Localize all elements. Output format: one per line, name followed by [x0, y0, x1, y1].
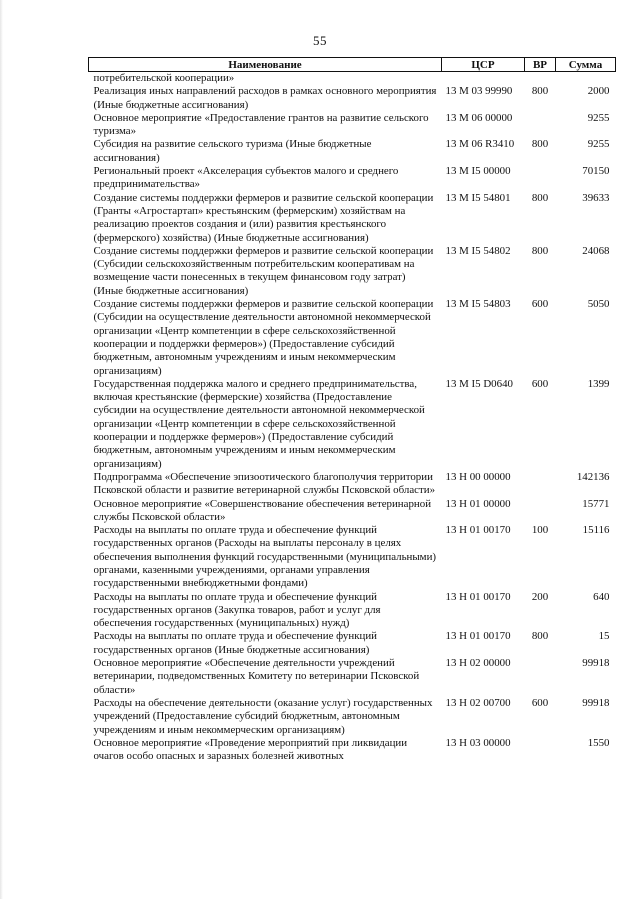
budget-table: [88, 57, 616, 763]
row-csr: 13 М 06 R3410: [445, 138, 515, 151]
row-csr: 13 М 06 00000: [445, 111, 513, 124]
row-sum: 2000: [587, 85, 610, 98]
row-vr: [525, 72, 556, 86]
page-number: 55: [313, 33, 327, 48]
table-row: [89, 471, 616, 498]
row-name: Основное мероприятие «Обеспечение деятельности учреждений ветеринарии, подведомственных Комитету по ветеринарии Псковской области»: [93, 657, 420, 696]
row-sum: 640: [593, 590, 610, 603]
row-csr: 13 Н 01 00000: [445, 497, 511, 510]
row-csr: 13 М I5 D0640: [445, 377, 513, 390]
row-name: Государственная поддержка малого и среднего предпринимательства, включая крестьянские (фермерские) хозяйства (Предоставление субсидии на осуществление деятельности автономной некоммерческой организации «Центр компетенции в сфере сельскохозяйственной кооперации и поддержке фермеров») (Предоставление субсидий бюджетным, автономным учреждениям и иным некоммерческим организациям): [93, 377, 425, 470]
row-sum: 1550: [587, 736, 610, 749]
row-vr: [525, 471, 556, 498]
row-name: Реализация иных направлений расходов в рамках основного мероприятия (Иные бюджетные ассигнования): [93, 85, 437, 111]
row-name: потребительской кооперации»: [93, 72, 235, 84]
header-csr: ЦСР: [442, 58, 525, 72]
row-sum: 1399: [587, 377, 610, 390]
row-csr: 13 Н 01 00170: [445, 590, 511, 603]
row-name: Расходы на выплаты по оплате труда и обеспечение функций государственных органов (Закупка товаров, работ и услуг для обеспечения государственных (муниципальных) нужд): [93, 590, 381, 630]
table-row: [89, 192, 616, 245]
header-sum: Сумма: [556, 58, 616, 72]
row-csr: 13 М I5 00000: [445, 165, 511, 178]
row-sum: 142136: [576, 470, 610, 483]
row-sum: 9255: [587, 111, 610, 124]
table-row: [89, 138, 616, 165]
row-vr: 800: [531, 630, 549, 643]
row-vr: 600: [531, 298, 549, 311]
row-sum: 15116: [582, 524, 610, 537]
table-row: [89, 378, 616, 471]
row-vr: 600: [531, 696, 549, 709]
row-vr: 200: [531, 590, 549, 603]
row-csr: 13 Н 03 00000: [445, 736, 511, 749]
row-sum: 99918: [582, 657, 610, 670]
row-vr: [525, 737, 556, 764]
row-csr: [442, 72, 525, 86]
row-sum: 9255: [587, 138, 610, 151]
row-sum: 39633: [582, 191, 610, 204]
table-row: [89, 697, 616, 737]
row-csr: 13 Н 02 00000: [445, 657, 511, 670]
table-row: [89, 498, 616, 525]
table-row: [89, 245, 616, 298]
row-csr: 13 Н 02 00700: [445, 696, 511, 709]
row-sum: 15771: [582, 497, 610, 510]
table-row: [89, 112, 616, 139]
row-vr: 100: [531, 524, 549, 537]
table-header-row: [89, 58, 616, 72]
table-row: [89, 591, 616, 631]
table-row: [89, 524, 616, 590]
row-name: Создание системы поддержки фермеров и развитие сельской кооперации (Субсидии на осуществление деятельности автономной некоммерческой организации «Центр компетенции в сфере сельскохозяйственной кооперации и поддержки фермеров») (Предоставление субсидий бюджетным, автономным учреждениям и иным некоммерческим организациям): [93, 298, 434, 377]
row-name: Создание системы поддержки фермеров и развитие сельской кооперации (Гранты «Агростартап» крестьянским (фермерским) хозяйствам на реализацию проектов создания и (или) развития крестьянского (фермерского) хозяйства) (Иные бюджетные ассигнования): [93, 191, 434, 244]
row-vr: 800: [531, 244, 549, 257]
row-csr: 13 М 03 99990: [445, 85, 513, 98]
row-name: Региональный проект «Акселерация субъектов малого и среднего предпринимательства»: [93, 165, 399, 191]
row-sum: 70150: [582, 165, 610, 178]
row-sum: 24068: [582, 244, 610, 257]
table-row: [89, 85, 616, 112]
row-sum: 99918: [582, 696, 610, 709]
row-vr: [525, 165, 556, 192]
table-row: [89, 657, 616, 697]
row-sum: 5050: [587, 298, 610, 311]
row-name: Основное мероприятие «Совершенствование обеспечения ветеринарной службы Псковской области»: [93, 497, 432, 523]
row-vr: 600: [531, 377, 549, 390]
row-csr: 13 Н 00 00000: [445, 470, 511, 483]
row-sum: 15: [598, 630, 610, 643]
scan-edge: [0, 0, 3, 899]
row-csr: 13 М I5 54802: [445, 244, 511, 257]
table-row: [89, 298, 616, 378]
row-vr: 800: [531, 138, 549, 151]
row-vr: 800: [531, 191, 549, 204]
table-row: [89, 737, 616, 764]
row-name: Расходы на обеспечение деятельности (оказание услуг) государственных учреждений (Предоставление субсидий бюджетным, автономным учреждениям и иным некоммерческим организациям): [93, 696, 433, 736]
row-name: Подпрограмма «Обеспечение эпизоотического благополучия территории Псковской области и развитие ветеринарной службы Псковской области»: [93, 470, 436, 497]
row-name: Расходы на выплаты по оплате труда и обеспечение функций государственных органов (Расходы на выплаты персоналу в целях обеспечения выполнения функций государственными (муниципальными) органами, казенными учреждениями, органами управления государственными внебюджетными фондами): [93, 524, 437, 590]
row-name: Основное мероприятие «Проведение мероприятий при ликвидации очагов особо опасных и заразных болезней животных: [93, 736, 408, 763]
row-name: Субсидия на развитие сельского туризма (Иные бюджетные ассигнования): [93, 138, 372, 164]
row-vr: [525, 498, 556, 525]
row-vr: [525, 657, 556, 697]
table-row: [89, 630, 616, 657]
row-name: Создание системы поддержки фермеров и развитие сельской кооперации (Субсидии сельскохозяйственным потребительским кооперативам на возмещение части понесенных в текущем финансовом году затрат) (Иные бюджетные ассигнования): [93, 244, 434, 297]
table-row: [89, 72, 616, 86]
row-sum: [556, 72, 616, 86]
row-vr: [525, 112, 556, 139]
row-csr: 13 М I5 54803: [445, 298, 511, 311]
header-name: Наименование: [89, 58, 442, 72]
row-name: Расходы на выплаты по оплате труда и обеспечение функций государственных органов (Иные бюджетные ассигнования): [93, 630, 377, 656]
header-vr: ВР: [525, 58, 556, 72]
row-csr: 13 Н 01 00170: [445, 524, 511, 537]
row-csr: 13 Н 01 00170: [445, 630, 511, 643]
table-row: [89, 165, 616, 192]
row-name: Основное мероприятие «Предоставление грантов на развитие сельского туризма»: [93, 111, 429, 138]
row-vr: 800: [531, 85, 549, 98]
row-csr: 13 М I5 54801: [445, 191, 511, 204]
